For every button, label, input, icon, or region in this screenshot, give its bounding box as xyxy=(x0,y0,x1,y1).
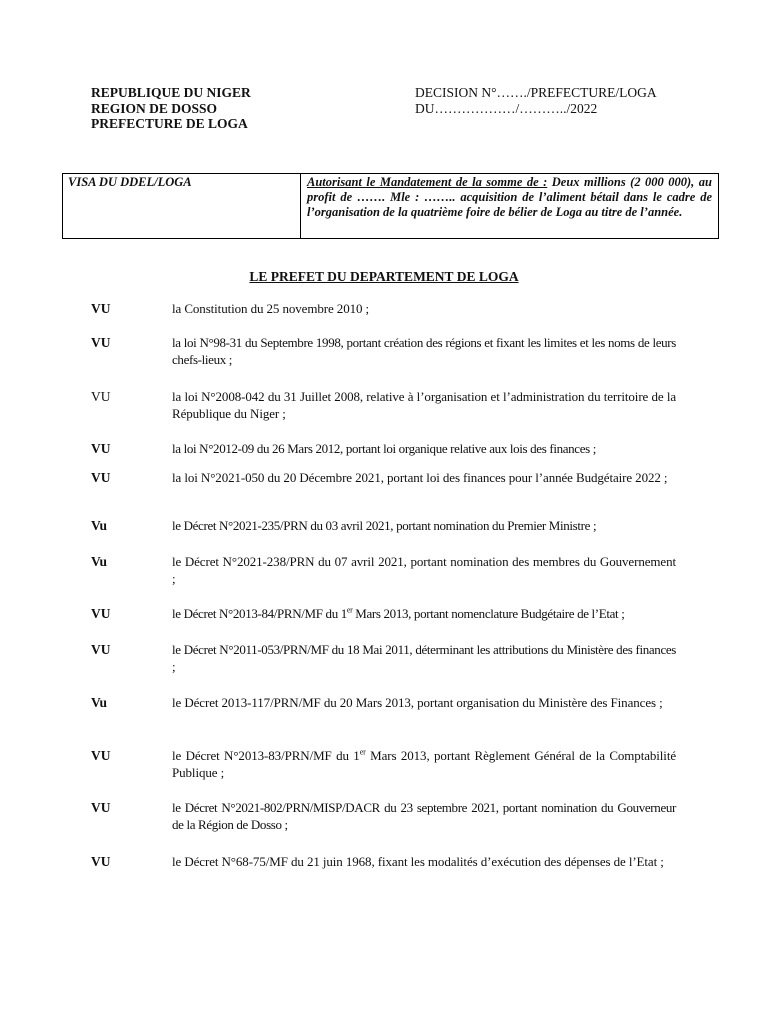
vu-text-sup: er xyxy=(359,747,366,757)
decision-date: DU………………/………../2022 xyxy=(415,100,598,116)
header-region: REGION DE DOSSO xyxy=(91,100,218,116)
vu-label: VU xyxy=(91,470,111,485)
vu-text: le Décret N°2021-235/PRN du 03 avril 2021, portant nomination du Premier Ministre ; xyxy=(172,518,597,533)
vu-text: la loi N°2008-042 du 31 Juillet 2008, relative à l’organisation et l’administration du territoire de la République du Niger ; xyxy=(172,389,676,421)
header-prefecture: PREFECTURE DE LOGA xyxy=(91,116,248,131)
vu-text: la loi N°2021-050 du 20 Décembre 2021, portant loi des finances pour l’année Budgétaire 2022 ; xyxy=(172,470,668,485)
vu-text-part: Mars 2013, portant nomenclature Budgétaire de l’Etat ; xyxy=(352,606,625,621)
document-title: LE PREFET DU DEPARTEMENT DE LOGA xyxy=(249,269,519,284)
vu-label: VU xyxy=(91,441,111,456)
vu-label: VU xyxy=(91,606,111,621)
visa-lead: Autorisant le Mandatement de la somme de : xyxy=(307,175,548,189)
vu-label: VU xyxy=(91,642,111,657)
visa-description-cell xyxy=(301,174,718,238)
vu-text-part: Mars 2013, portant Règlement Général de la Comptabilité Publique ; xyxy=(172,748,677,780)
vu-label: VU xyxy=(91,854,111,869)
vu-text: le Décret N°68-75/MF du 21 juin 1968, fixant les modalités d’exécution des dépenses de l’Etat ; xyxy=(172,854,664,869)
vu-text-part: le Décret N°2013-83/PRN/MF du 1 xyxy=(172,748,360,763)
vu-label: VU xyxy=(91,335,111,350)
decision-number: DECISION N°……./PREFECTURE/LOGA xyxy=(415,85,657,100)
header-right-block xyxy=(415,85,657,116)
vu-text-part: le Décret N°2013-84/PRN/MF du 1 xyxy=(172,606,347,621)
vu-label: Vu xyxy=(91,695,108,710)
vu-label: VU xyxy=(91,748,111,763)
vu-label: VU xyxy=(91,301,111,316)
vu-text: la loi N°2012-09 du 26 Mars 2012, portant loi organique relative aux lois des finances ; xyxy=(172,441,597,456)
header-left-block xyxy=(91,85,251,132)
vu-text: le Décret N°2021-802/PRN/MISP/DACR du 23 septembre 2021, portant nomination du Gouverneur de la Région de Dosso ; xyxy=(172,800,676,832)
visa-label-cell xyxy=(63,174,301,238)
vu-label: Vu xyxy=(91,518,108,533)
vu-text: le Décret N°2021-238/PRN du 07 avril 2021, portant nomination des membres du Gouvernement ; xyxy=(172,554,676,586)
visa-table xyxy=(62,173,719,239)
header-republic: REPUBLIQUE DU NIGER xyxy=(91,85,251,100)
vu-text-sup: er xyxy=(346,605,353,615)
vu-label: Vu xyxy=(91,554,108,569)
vu-text: la loi N°98-31 du Septembre 1998, portant création des régions et fixant les limites et les noms de leurs chefs-lieux ; xyxy=(172,335,676,367)
visa-label: VISA DU DDEL/LOGA xyxy=(68,175,192,189)
vu-text: le Décret N°2011-053/PRN/MF du 18 Mai 2011, déterminant les attributions du Ministère des finances ; xyxy=(172,642,676,674)
vu-text: le Décret 2013-117/PRN/MF du 20 Mars 2013, portant organisation du Ministère des Finances ; xyxy=(172,695,663,710)
vu-text: la Constitution du 25 novembre 2010 ; xyxy=(172,301,370,316)
vu-label: VU xyxy=(91,389,111,404)
vu-label: VU xyxy=(91,800,111,815)
visa-description: Deux millions (2 000 000), au profit de ……. Mle : …….. acquisition de l’aliment bétail dans le cadre de l’organisation de la quatrième foire de bélier de Loga au titre de l’année. xyxy=(307,175,712,219)
vu-text xyxy=(172,605,676,622)
vu-text xyxy=(172,747,676,781)
